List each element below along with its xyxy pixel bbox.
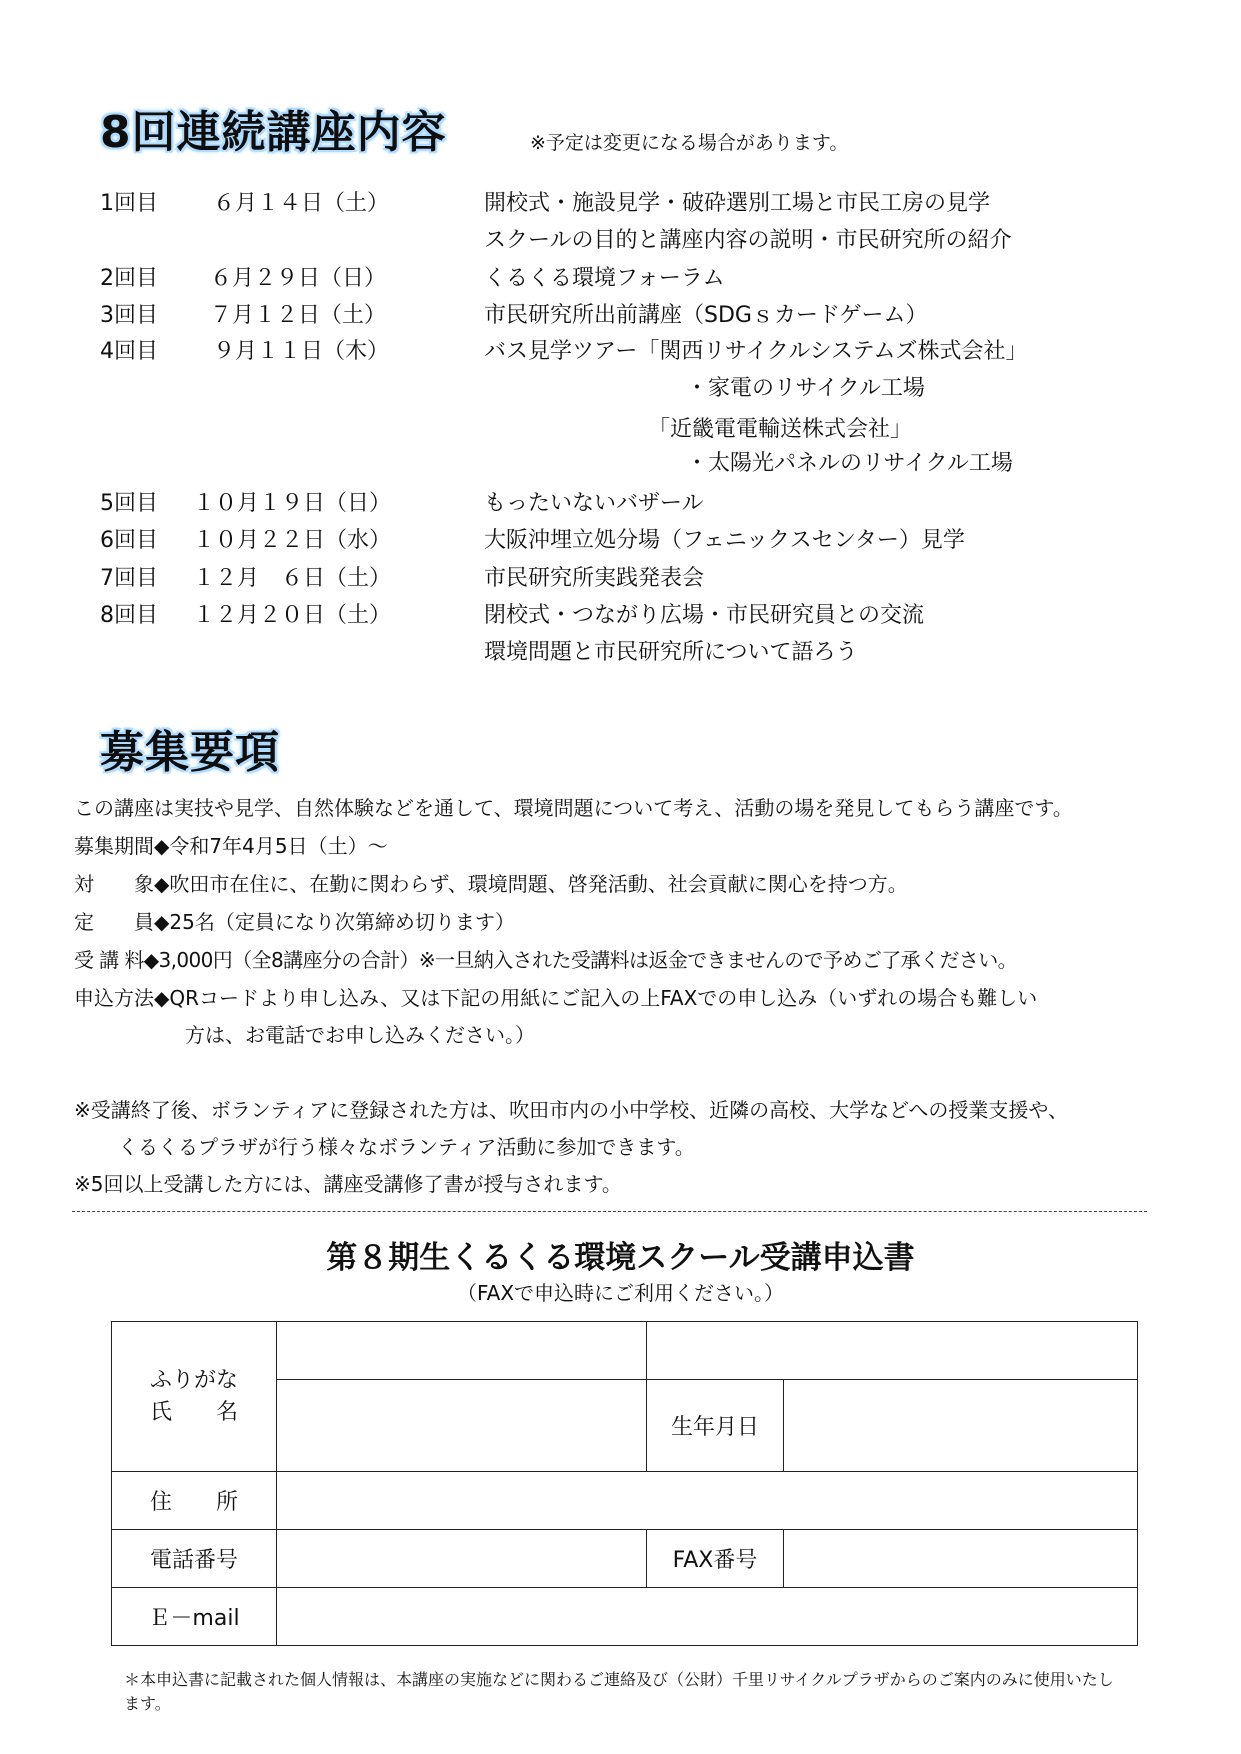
email-field[interactable] xyxy=(277,1588,1138,1646)
recruit-item-label: 対 象◆ xyxy=(74,872,170,896)
email-label xyxy=(112,1588,277,1646)
phone-label-text: 電話番号 xyxy=(149,1548,238,1574)
recruit-item-label: 受 講 料◆ xyxy=(74,948,159,972)
session-content: 「近畿電電輸送株式会社」 xyxy=(648,417,913,442)
recruit-item-label: 募集期間◆ xyxy=(74,834,170,858)
name-label: 氏 名 xyxy=(149,1399,238,1425)
form-subtitle: （FAXで申込時にご利用ください。） xyxy=(456,1281,785,1305)
birthdate-label-text: 生年月日 xyxy=(670,1415,759,1441)
session-content: ・家電のリサイクル工場 xyxy=(686,376,925,401)
privacy-footnote: ＊本申込書に記載された個人情報は、本講座の実施などに関わるご連絡及び（公財）千里リサイクルプラザからのご案内のみに使用いたします。 xyxy=(124,1670,1114,1713)
recruit-item-label: 申込方法◆ xyxy=(74,986,170,1010)
address-label xyxy=(112,1472,277,1530)
recruit-item-label: 定 員◆ xyxy=(74,910,170,934)
session-date: ６月２９日（日） xyxy=(210,266,387,291)
session-date: １２月 ６日（土） xyxy=(193,566,392,591)
recruit-item-text: 25名（定員になり次第締め切ります） xyxy=(169,910,515,934)
application-form xyxy=(111,1321,1138,1646)
session-number: 8回目 xyxy=(100,603,158,628)
session-number: 4回目 xyxy=(100,339,158,364)
recruit-item xyxy=(74,944,1017,973)
session-content: もったいないバザール xyxy=(484,491,704,516)
email-label-text: Ｅ－mail xyxy=(148,1606,240,1632)
session-number: 5回目 xyxy=(100,491,158,516)
session-date: １２月２０日（土） xyxy=(193,603,392,628)
form-title: 第８期生くるくる環境スクール受講申込書 xyxy=(326,1240,915,1276)
name-field[interactable] xyxy=(277,1379,647,1471)
session-content: バス見学ツアー「関西リサイクルシステムズ株式会社」 xyxy=(484,339,1028,364)
session-number: 2回目 xyxy=(100,266,158,291)
session-content: 大阪沖埋立処分場（フェニックスセンター）見学 xyxy=(484,528,965,553)
recruit-item xyxy=(74,830,388,859)
recruit-item xyxy=(74,868,908,897)
session-content: 閉校式・つながり広場・市民研究員との交流 xyxy=(484,603,925,628)
session-date: ６月１４日（土） xyxy=(213,191,390,216)
session-content: 市民研究所出前講座（SDGｓカードゲーム） xyxy=(484,303,928,328)
recruit-item-text: 3,000円（全8講座分の合計）※一旦納入された受講料は返金できませんので予めご了承ください。 xyxy=(158,948,1018,972)
session-content: 環境問題と市民研究所について語ろう xyxy=(484,640,858,665)
fax-field[interactable] xyxy=(784,1530,1138,1588)
schedule-heading: 8回連続講座内容 xyxy=(100,107,447,158)
recruit-note: くるくるプラザが行う様々なボランティア活動に参加できます。 xyxy=(118,1135,695,1159)
fax-label xyxy=(647,1530,784,1588)
session-date: ７月１２日（土） xyxy=(210,303,387,328)
session-content: くるくる環境フォーラム xyxy=(484,266,725,291)
recruit-method-continued: 方は、お電話でお申し込みください。） xyxy=(185,1023,535,1047)
session-date: １０月２２日（水） xyxy=(193,528,392,553)
cut-line xyxy=(72,1211,1147,1212)
session-content: 市民研究所実践発表会 xyxy=(484,566,705,591)
session-content: スクールの目的と講座内容の説明・市民研究所の紹介 xyxy=(484,228,1012,253)
session-number: 3回目 xyxy=(100,303,158,328)
session-date: ９月１１日（木） xyxy=(213,339,390,364)
schedule-note: ※予定は変更になる場合があります。 xyxy=(530,132,849,154)
recruit-item xyxy=(74,906,515,935)
session-date: １０月１９日（日） xyxy=(193,491,392,516)
recruit-intro: この講座は実技や見学、自然体験などを通して、環境問題について考え、活動の場を発見してもらう講座です。 xyxy=(74,796,1073,820)
session-content: ・太陽光パネルのリサイクル工場 xyxy=(686,451,1013,476)
recruit-heading: 募集要項 xyxy=(100,727,280,778)
session-content: 開校式・施設見学・破砕選別工場と市民工房の見学 xyxy=(484,191,991,216)
session-number: 1回目 xyxy=(100,191,158,216)
birthdate-label xyxy=(647,1379,784,1471)
recruit-item xyxy=(74,982,1037,1011)
session-number: 7回目 xyxy=(100,566,158,591)
recruit-note: ※5回以上受講した方には、講座受講修了書が授与されます。 xyxy=(74,1172,622,1196)
recruit-note: ※受講終了後、ボランティアに登録された方は、吹田市内の小中学校、近隣の高校、大学などへの授業支援や、 xyxy=(74,1098,1068,1122)
recruit-item-text: 令和7年4月5日（土）～ xyxy=(169,834,388,858)
furigana-label: ふりがな xyxy=(149,1367,238,1393)
phone-label xyxy=(112,1530,277,1588)
recruit-item-text: 吹田市在住に、在勤に関わらず、環境問題、啓発活動、社会貢献に関心を持つ方。 xyxy=(169,872,908,896)
phone-field[interactable] xyxy=(277,1530,647,1588)
address-field[interactable] xyxy=(277,1472,1138,1530)
furigana-field-extra[interactable] xyxy=(647,1322,1138,1380)
address-label-text: 住 所 xyxy=(149,1490,238,1516)
fax-label-text: FAX番号 xyxy=(672,1548,758,1574)
furigana-name-label xyxy=(112,1322,277,1472)
birthdate-field[interactable] xyxy=(784,1379,1138,1471)
session-number: 6回目 xyxy=(100,528,158,553)
recruit-item-text: QRコードより申し込み、又は下記の用紙にご記入の上FAXでの申し込み（いずれの場合も難しい xyxy=(169,986,1038,1010)
furigana-field[interactable] xyxy=(277,1322,647,1380)
